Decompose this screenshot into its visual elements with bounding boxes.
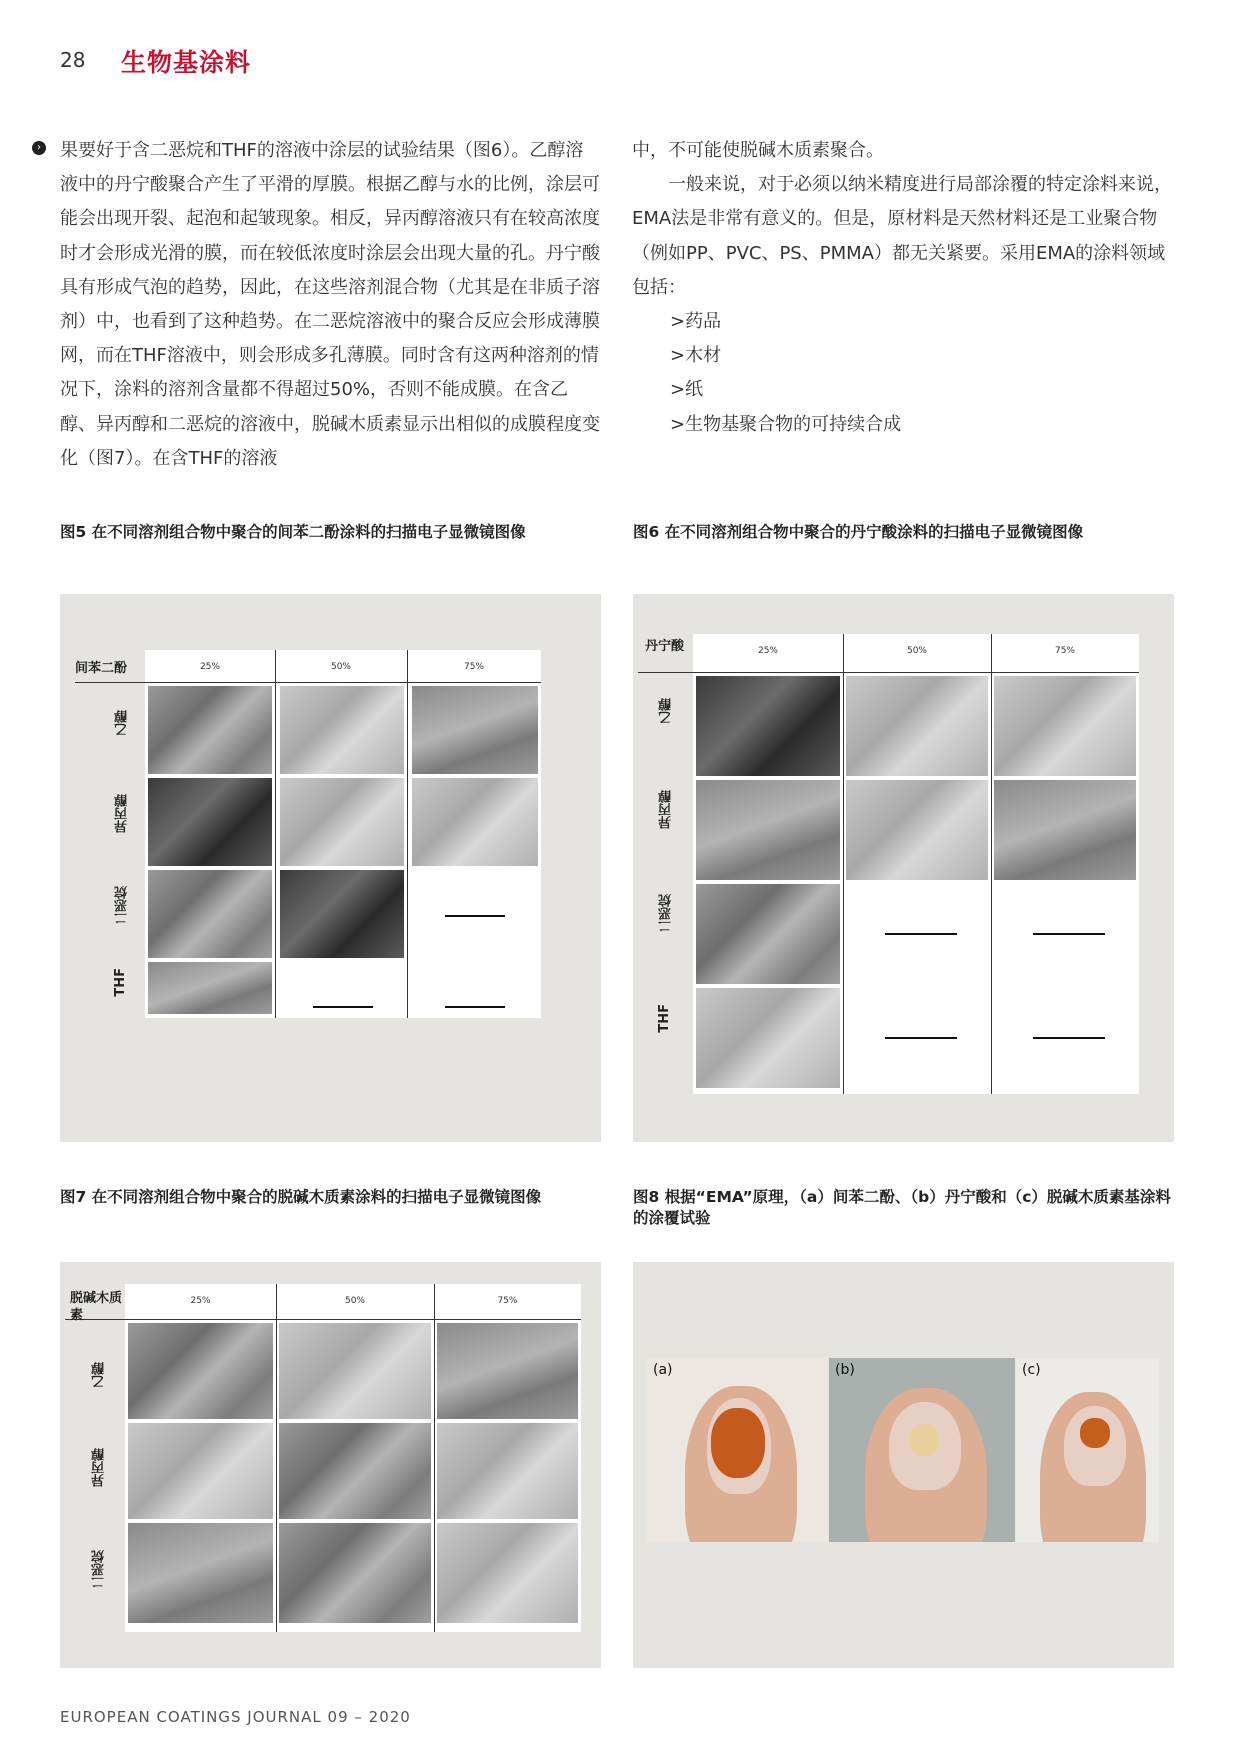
- figure-5-panel: [60, 594, 601, 1142]
- row-label: 二恶烷: [659, 894, 674, 933]
- no-film-dash: [885, 933, 957, 935]
- sem-image: [128, 1323, 273, 1419]
- sem-image: [148, 962, 272, 1014]
- sem-image: [279, 1423, 431, 1519]
- sem-image: [696, 988, 840, 1088]
- nail-photo-a: [647, 1358, 828, 1542]
- photo-label: (a): [653, 1362, 673, 1378]
- grid-corner-label: 丹宁酸: [645, 639, 685, 654]
- coating-spot: [1080, 1418, 1110, 1448]
- figure-7-caption: 图7 在不同溶剂组合物中聚合的脱碱木质素涂料的扫描电子显微镜图像: [60, 1188, 542, 1206]
- sem-image: [846, 676, 988, 776]
- sem-grid: [693, 634, 1139, 1094]
- row-label: THF: [657, 1004, 672, 1033]
- column-header: 75%: [497, 1296, 518, 1306]
- row-label: 异丙醇: [659, 790, 674, 829]
- figure-5-caption: 图5 在不同溶剂组合物中聚合的间苯二酚涂料的扫描电子显微镜图像: [60, 523, 526, 541]
- row-label: 二恶烷: [92, 1550, 107, 1589]
- list-item: >生物基聚合物的可持续合成: [670, 413, 902, 435]
- no-film-dash: [1033, 933, 1105, 935]
- sem-image: [280, 778, 404, 866]
- coating-spot: [711, 1408, 765, 1478]
- sem-grid: [125, 1284, 581, 1632]
- continuation-arrow-icon: ›: [32, 141, 46, 155]
- nail-photo-b: [829, 1358, 1015, 1542]
- grid-corner-label: [70, 1290, 126, 1324]
- grid-corner-label-text: 脱碱木质素: [70, 1291, 123, 1323]
- row-label: 乙醇: [115, 710, 130, 736]
- sem-image: [279, 1523, 431, 1623]
- row-label: 异丙醇: [115, 794, 130, 833]
- sem-image: [280, 686, 404, 774]
- coating-spot: [909, 1424, 939, 1456]
- column-header: 75%: [1054, 646, 1075, 656]
- no-film-dash: [445, 1006, 505, 1008]
- journal-footer: EUROPEAN COATINGS JOURNAL 09 – 2020: [60, 1708, 411, 1726]
- sem-image: [412, 686, 538, 774]
- sem-image: [280, 870, 404, 958]
- sem-grid: [145, 650, 541, 1018]
- sem-image: [696, 780, 840, 880]
- no-film-dash: [1033, 1037, 1105, 1039]
- column-header: 50%: [330, 662, 351, 672]
- figure-8-panel: [633, 1262, 1174, 1668]
- no-film-dash: [445, 915, 505, 917]
- sem-image: [148, 778, 272, 866]
- right-column: [632, 134, 1180, 442]
- column-header: 25%: [199, 662, 220, 672]
- row-label: THF: [113, 968, 128, 997]
- sem-image: [994, 676, 1136, 776]
- left-column: [60, 134, 600, 476]
- row-label: 乙醇: [659, 698, 674, 724]
- column-header: 25%: [190, 1296, 211, 1306]
- photo-label: (b): [835, 1362, 855, 1378]
- section-title: 生物基涂料: [121, 48, 252, 77]
- sem-image: [148, 870, 272, 958]
- figure-6-caption: 图6 在不同溶剂组合物中聚合的丹宁酸涂料的扫描电子显微镜图像: [633, 523, 1084, 541]
- sem-image: [696, 884, 840, 984]
- list-item: >纸: [670, 379, 704, 401]
- sem-image: [437, 1423, 578, 1519]
- sem-image: [412, 778, 538, 866]
- sem-image: [696, 676, 840, 776]
- figure-6-panel: [633, 594, 1174, 1142]
- right-paragraph-1: 中，不可能使脱碱木质素聚合。: [632, 140, 884, 161]
- sem-image: [437, 1523, 578, 1623]
- row-label: 二恶烷: [115, 886, 130, 925]
- sem-image: [128, 1523, 273, 1623]
- sem-image: [846, 780, 988, 880]
- list-item: >木材: [670, 345, 722, 367]
- sem-image: [994, 780, 1136, 880]
- no-film-dash: [313, 1006, 373, 1008]
- column-header: 50%: [344, 1296, 365, 1306]
- sem-image: [148, 686, 272, 774]
- page-number: 28: [60, 48, 86, 72]
- photo-label: (c): [1022, 1362, 1041, 1378]
- row-label: 异丙醇: [92, 1448, 107, 1487]
- list-item: >药品: [670, 311, 722, 333]
- right-paragraph-2: 一般来说，对于必须以纳米精度进行局部涂覆的特定涂料来说，EMA法是非常有意义的。但是，原材料是天然材料还是工业聚合物（例如PP、PVC、PS、PMMA）都无关紧要。采用EMA的涂料领域包括：: [632, 174, 1172, 298]
- sem-image: [279, 1323, 431, 1419]
- grid-corner-label: 间苯二酚: [75, 661, 128, 676]
- no-film-dash: [885, 1037, 957, 1039]
- row-label: 乙醇: [92, 1362, 107, 1388]
- sem-image: [128, 1423, 273, 1519]
- column-header: 25%: [757, 646, 778, 656]
- column-header: 50%: [906, 646, 927, 656]
- column-header: 75%: [463, 662, 484, 672]
- sem-image: [437, 1323, 578, 1419]
- left-paragraph: 果要好于含二恶烷和THF的溶液中涂层的试验结果（图6）。乙醇溶液中的丹宁酸聚合产生了平滑的厚膜。根据乙醇与水的比例，涂层可能会出现开裂、起泡和起皱现象。相反，异丙醇溶液只有在较高浓度时才会形成光滑的膜，而在较低浓度时涂层会出现大量的孔。丹宁酸具有形成气泡的趋势，因此，在这些溶剂混合物（尤其是在非质子溶剂）中，也看到了这种趋势。在二恶烷溶液中的聚合反应会形成薄膜网，而在THF溶液中，则会形成多孔薄膜。同时含有这两种溶剂的情况下，涂料的溶剂含量都不得超过50%，否则不能成膜。在含乙醇、异丙醇和二恶烷的溶液中，脱碱木质素显示出相似的成膜程度变化（图7）。在含THF的溶液: [60, 140, 600, 469]
- nail-photo-c: [1016, 1358, 1159, 1542]
- figure-8-caption: 图8 根据“EMA”原理，（a）间苯二酚、（b）丹宁酸和（c）脱碱木质素基涂料的涂覆试验: [633, 1188, 1171, 1227]
- figure-7-panel: [60, 1262, 601, 1668]
